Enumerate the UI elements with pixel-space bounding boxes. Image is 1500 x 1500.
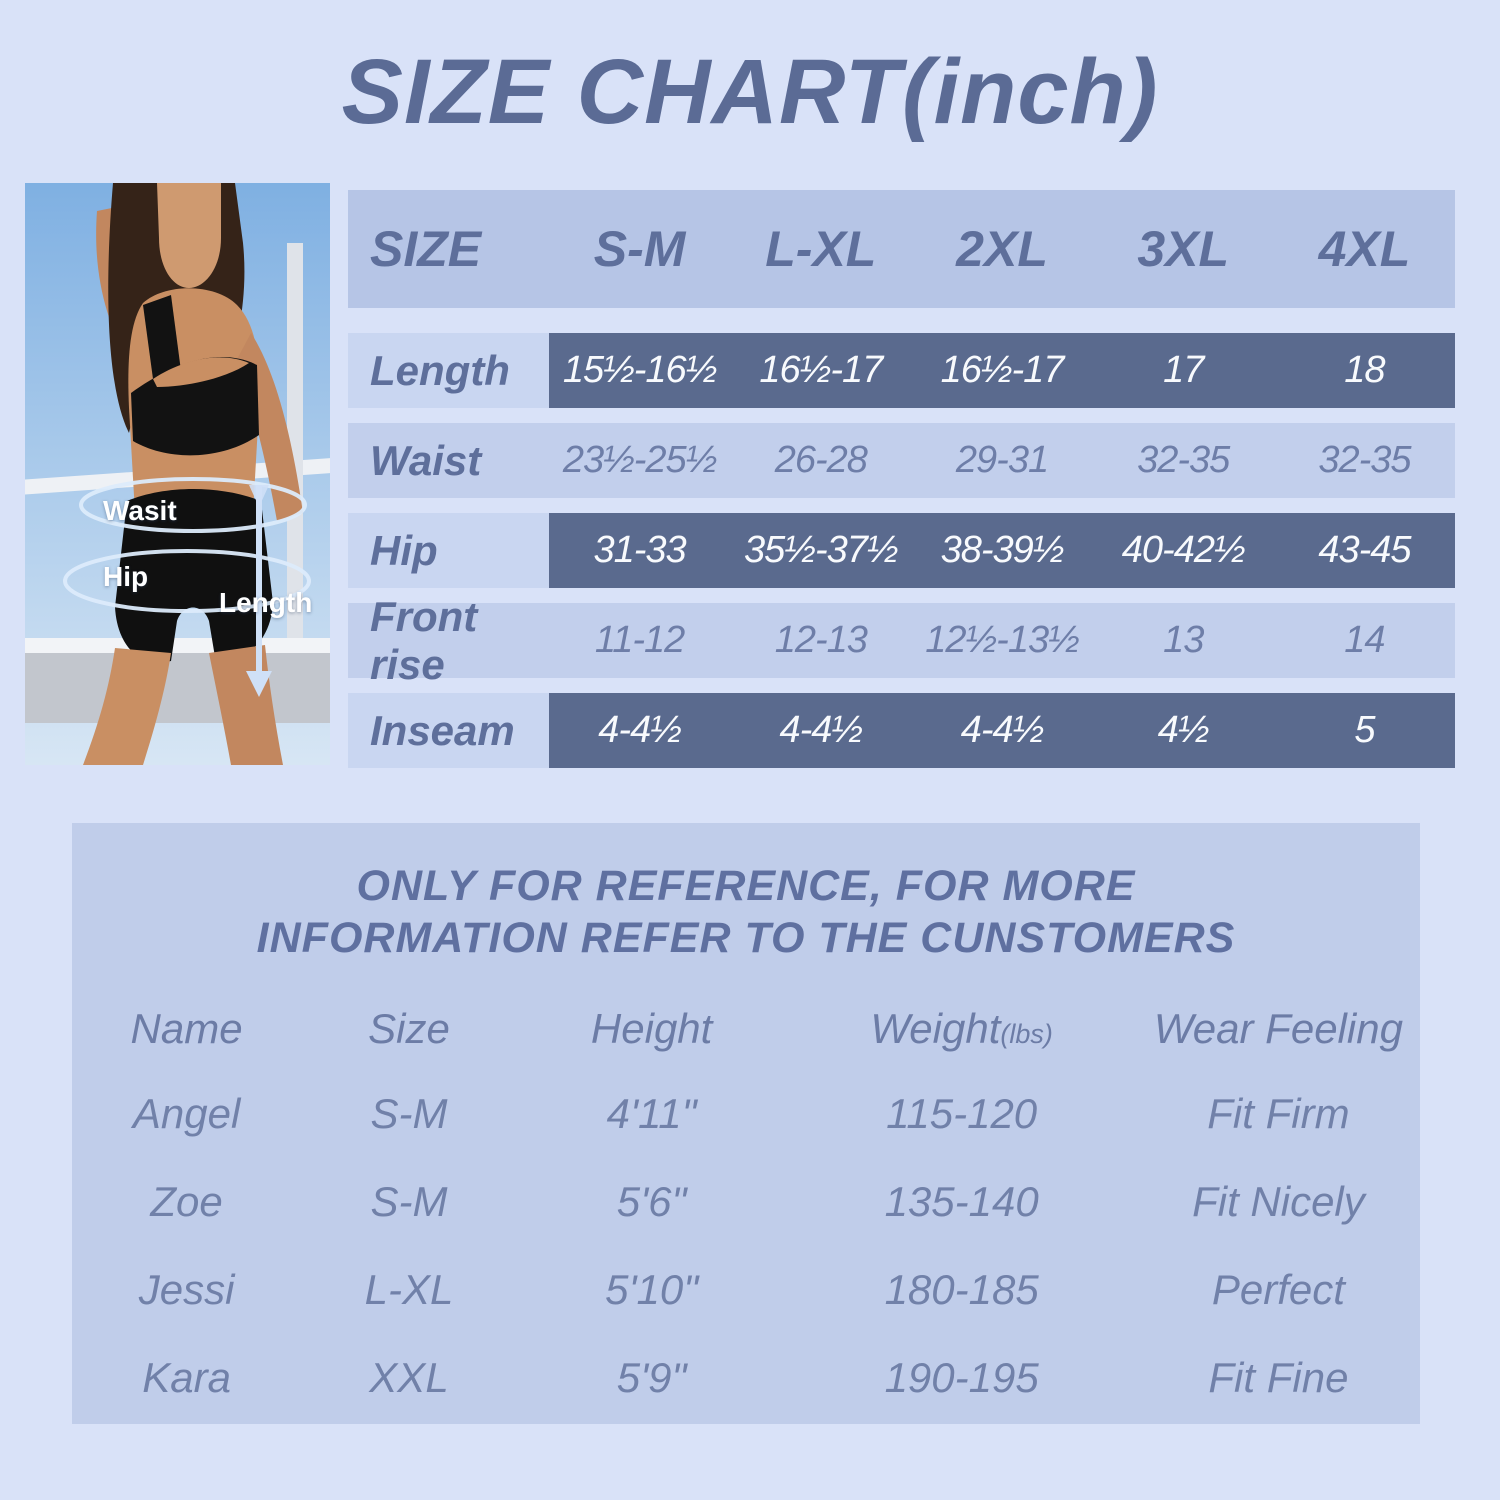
reference-table-header bbox=[72, 988, 1420, 1070]
size-column-header: S-M bbox=[593, 221, 686, 277]
measure-row-label: Inseam bbox=[348, 693, 549, 768]
measure-value-cell: 4-4½ bbox=[598, 709, 681, 751]
measure-value-cell: 12-13 bbox=[774, 619, 867, 661]
reference-cell: 190-195 bbox=[884, 1354, 1039, 1402]
page-title: SIZE CHART(inch) bbox=[341, 41, 1159, 143]
size-table-rows bbox=[348, 333, 1455, 768]
size-table-row bbox=[348, 423, 1455, 498]
reference-column-header: Height bbox=[590, 1005, 713, 1053]
measure-row-label: Length bbox=[348, 333, 549, 408]
measure-value-cell: 17 bbox=[1163, 349, 1204, 391]
size-column-header: L-XL bbox=[765, 221, 877, 277]
reference-cell: L-XL bbox=[364, 1266, 454, 1314]
size-table-row bbox=[348, 333, 1455, 408]
measure-row-label: Waist bbox=[348, 423, 549, 498]
reference-cell: 115-120 bbox=[886, 1090, 1038, 1138]
measure-value-cell: 38-39½ bbox=[940, 529, 1064, 571]
measure-value-cell: 40-42½ bbox=[1121, 529, 1245, 571]
measure-value-cell: 31-33 bbox=[593, 529, 686, 571]
reference-heading-line1: ONLY FOR REFERENCE, FOR MORE bbox=[356, 862, 1136, 910]
reference-cell: Kara bbox=[142, 1354, 231, 1402]
measure-value-cell: 16½-17 bbox=[759, 349, 883, 391]
measure-value-cell: 16½-17 bbox=[940, 349, 1064, 391]
measure-value-cell: 29-31 bbox=[955, 439, 1049, 481]
measure-row-values bbox=[549, 513, 1455, 588]
measure-row-values bbox=[549, 333, 1455, 408]
reference-cell: 135-140 bbox=[884, 1178, 1039, 1226]
measure-value-cell: 4½ bbox=[1157, 709, 1209, 751]
size-column-header: 4XL bbox=[1318, 221, 1411, 277]
size-table-row bbox=[348, 513, 1455, 588]
reference-cell: Zoe bbox=[150, 1178, 223, 1226]
measure-row-values bbox=[549, 423, 1455, 498]
weight-unit-label: (lbs) bbox=[1000, 1019, 1053, 1050]
hip-measure-label: Hip bbox=[103, 561, 149, 592]
size-table-row bbox=[348, 592, 1455, 688]
size-table-row bbox=[348, 693, 1455, 768]
length-measure-label: Length bbox=[219, 587, 313, 618]
measure-value-cell: 43-45 bbox=[1318, 529, 1411, 571]
reference-cell: Angel bbox=[132, 1090, 241, 1138]
reference-cell: 4'11" bbox=[606, 1090, 697, 1138]
measure-value-cell: 26-28 bbox=[774, 439, 867, 481]
measure-value-cell: 14 bbox=[1344, 619, 1385, 661]
size-column-header: 3XL bbox=[1137, 221, 1230, 277]
measure-row-values bbox=[549, 693, 1455, 768]
reference-column-header: Name bbox=[130, 1005, 243, 1053]
size-column-header: 2XL bbox=[956, 221, 1048, 277]
reference-table-row bbox=[72, 1158, 1420, 1246]
reference-cell: S-M bbox=[370, 1090, 448, 1138]
reference-cell: Jessi bbox=[138, 1266, 235, 1314]
reference-cell: Fit Nicely bbox=[1192, 1178, 1365, 1226]
reference-table-row bbox=[72, 1070, 1420, 1158]
measure-value-cell: 35½-37½ bbox=[744, 529, 898, 571]
reference-table-row bbox=[72, 1246, 1420, 1334]
reference-column-header: Weight(lbs) bbox=[870, 1005, 1053, 1053]
size-table-header bbox=[348, 190, 1455, 308]
measure-row-values bbox=[549, 603, 1455, 678]
reference-column-header: Wear Feeling bbox=[1153, 1005, 1403, 1053]
measure-value-cell: 15½-16½ bbox=[562, 349, 717, 391]
reference-cell: XXL bbox=[369, 1354, 449, 1402]
reference-table bbox=[72, 988, 1420, 1422]
reference-cell: 5'9" bbox=[616, 1354, 687, 1402]
model-illustration bbox=[25, 183, 330, 765]
measure-value-cell: 23½-25½ bbox=[562, 439, 717, 481]
measure-value-cell: 5 bbox=[1354, 709, 1375, 751]
reference-cell: S-M bbox=[370, 1178, 448, 1226]
reference-table-row bbox=[72, 1334, 1420, 1422]
measure-value-cell: 13 bbox=[1163, 619, 1204, 661]
measure-value-cell: 4-4½ bbox=[960, 709, 1044, 751]
measure-value-cell: 11-12 bbox=[594, 619, 685, 661]
measure-row-label: Hip bbox=[348, 513, 549, 588]
reference-cell: Perfect bbox=[1211, 1266, 1345, 1314]
reference-cell: 5'10" bbox=[605, 1266, 699, 1314]
measure-row-label: Front rise bbox=[348, 603, 549, 678]
waist-measure-label: Wasit bbox=[103, 495, 177, 526]
size-table-corner-header: SIZE bbox=[370, 221, 482, 277]
reference-heading-line2: INFORMATION REFER TO THE CUNSTOMERS bbox=[256, 913, 1236, 962]
reference-panel bbox=[72, 823, 1420, 1424]
reference-heading bbox=[72, 861, 1420, 964]
railing-base bbox=[25, 653, 330, 723]
measure-value-cell: 18 bbox=[1344, 349, 1385, 391]
reference-column-header: Size bbox=[368, 1005, 450, 1053]
measure-value-cell: 32-35 bbox=[1318, 439, 1411, 481]
model-photo bbox=[25, 183, 330, 765]
reference-cell: Fit Firm bbox=[1207, 1090, 1350, 1138]
measure-value-cell: 12½-13½ bbox=[925, 619, 1079, 661]
reference-cell: 180-185 bbox=[884, 1266, 1039, 1314]
size-table bbox=[348, 190, 1455, 783]
reference-cell: Fit Fine bbox=[1208, 1354, 1349, 1402]
measure-value-cell: 32-35 bbox=[1137, 439, 1230, 481]
reference-cell: 5'6" bbox=[616, 1178, 687, 1226]
measure-value-cell: 4-4½ bbox=[779, 709, 863, 751]
